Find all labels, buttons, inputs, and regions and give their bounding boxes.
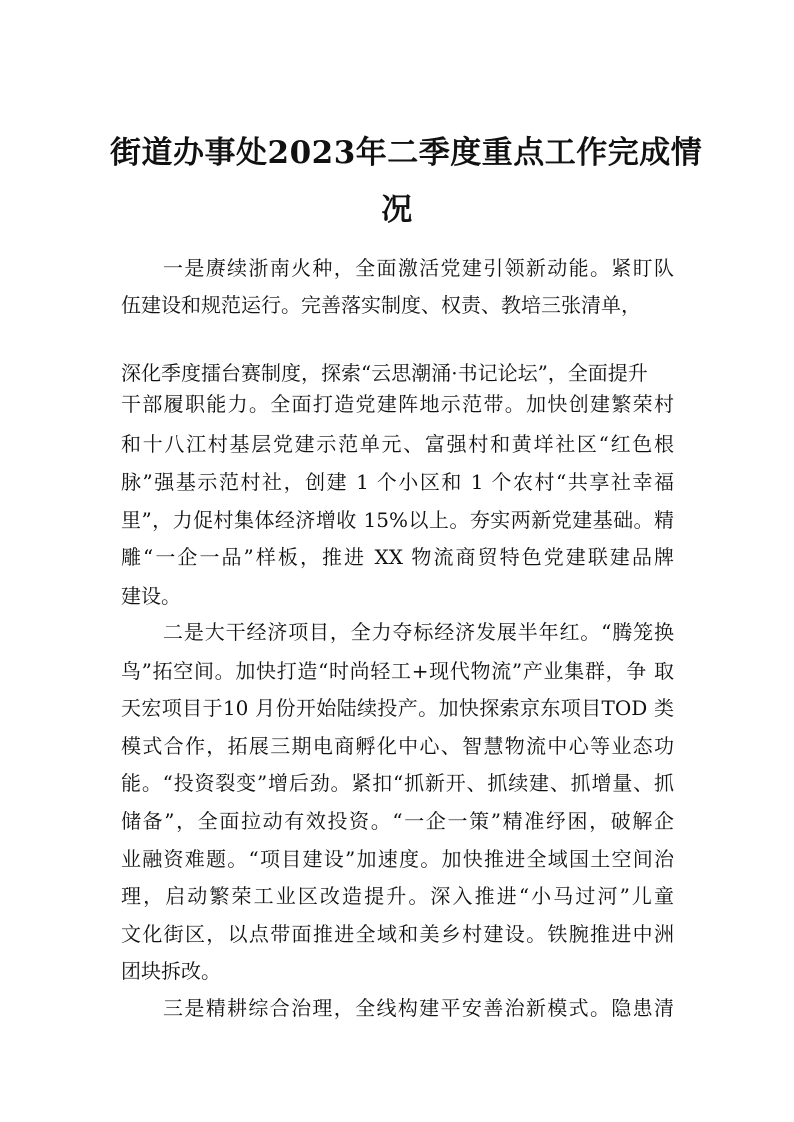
paragraph-1-line-6: 脉”强基示范村社，创建 1 个小区和 1 个农村“共享社幸福 [121, 470, 674, 494]
paragraph-1-line-1: 一是赓续浙南火种，全面激活党建引领新动能。紧盯队 [163, 256, 674, 280]
paragraph-2-line-2: 鸟”拓空间。加快打造“时尚轻工+现代物流”产业集群，争 取 [121, 659, 674, 683]
document-title-line-2: 况 [381, 192, 413, 228]
paragraph-1-line-2: 伍建设和规范运行。完善落实制度、权责、教培三张清单， [121, 293, 641, 317]
paragraph-3-line-1: 三是精耕综合治理，全线构建平安善治新模式。隐患清 [163, 996, 674, 1020]
paragraph-2-line-5: 能。“投资裂变”增后劲。紧扣“抓新开、抓续建、抓增量、抓 [121, 771, 674, 795]
paragraph-1-line-4: 干部履职能力。全面打造党建阵地示范带。加快创建繁荣村 [121, 392, 674, 416]
paragraph-1-line-5: 和十八江村基层党建示范单元、富强村和黄垟社区“红色根 [121, 432, 674, 456]
paragraph-2-line-9: 文化街区，以点带面推进全域和美乡村建设。铁腕推进中洲 [121, 922, 674, 946]
paragraph-2-line-7: 业融资难题。“项目建设”加速度。加快推进全域国土空间治 [121, 847, 674, 871]
paragraph-1-line-7: 里”，力促村集体经济增收 15%以上。夯实两新党建基础。精 [121, 508, 674, 532]
paragraph-2-line-1: 二是大干经济项目，全力夺标经济发展半年红。“腾笼换 [163, 620, 674, 644]
paragraph-2-line-10: 团块拆改。 [121, 959, 221, 983]
paragraph-1-line-8: 雕“一企一品”样板，推进 XX 物流商贸特色党建联建品牌 [121, 545, 674, 569]
paragraph-2-line-4: 模式合作，拓展三期电商孵化中心、智慧物流中心等业态功 [121, 734, 674, 758]
paragraph-2-line-3: 天宏项目于10 月份开始陆续投产。加快探索京东项目TOD 类 [121, 696, 674, 720]
paragraph-1-line-3: 深化季度擂台赛制度，探索“云思潮涌·书记论坛”，全面提升 [121, 361, 648, 385]
paragraph-2-line-8: 理，启动繁荣工业区改造提升。深入推进“小马过河”儿童 [121, 884, 674, 908]
paragraph-1-line-9: 建设。 [121, 584, 181, 608]
document-title-line-1: 街道办事处2023年二季度重点工作完成情 [110, 135, 703, 171]
paragraph-2-line-6: 储备”，全面拉动有效投资。“一企一策”精准纾困，破解企 [121, 809, 674, 833]
